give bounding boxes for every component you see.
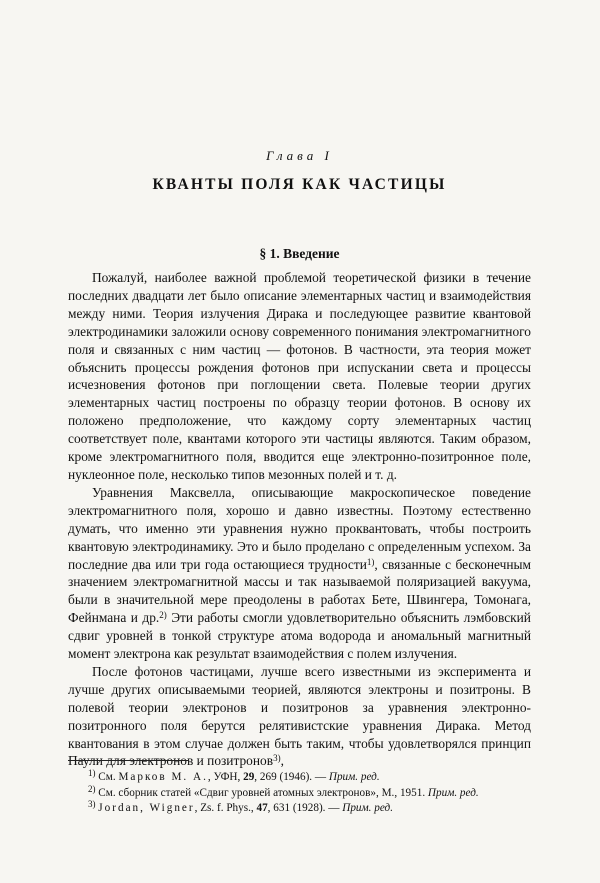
section-title: § 1. Введение: [259, 246, 340, 261]
footnote-divider: [68, 760, 188, 761]
footnote-ref-3[interactable]: 3): [273, 753, 281, 764]
body-text: [68, 269, 531, 770]
footnote-3: $^{3)}$ Jordan, Wigner, Zs. f. Phys., 47, 631 (1928). — Прим. ред.: [88, 799, 393, 815]
footnote-1: $^{1)}$ См. Марков М. А., УФН, 29, 269 (1946). — Прим. ред.: [88, 768, 380, 783]
footnote-2: $^{2)}$ См. сборник статей «Сдвиг уровней атомных электронов», М., 1951. Прим. ред.: [88, 783, 479, 799]
paragraph-2: Уравнения Максвелла, описывающие макроскопическое поведение электромагнитного поля, хорошо и давно известны. Поэтому естественно думать, что именно эти уравнения нужно проквантовать, чтобы построить квантовую электродинамику. Это и было проделано с определенным успехом. За последние два или три года остающиеся трудности$^{1)}$, связанные с бесконечным значением электромагнитной массы и так называемой поляризацией вакуума, были в значительной мере преодолены в работах Бете, Швингера, Томонага, Фейнмана и др.$^{2)}$ Эти работы смогли удовлетворительно объяснить лэмбовский сдвиг уровней в тонкой структуре атома водорода и аномальный магнитный момент электрона как результат взаимодействия с полем излучения.: [68, 484, 531, 662]
footnote-ref-2[interactable]: 2): [159, 610, 167, 621]
chapter-title: КВАНТЫ ПОЛЯ КАК ЧАСТИЦЫ: [152, 176, 447, 193]
paragraph-1: Пожалуй, наиболее важной проблемой теоретической физики в течение последних двадцати лет было описание элементарных частиц и взаимодействия между ними. Теория излучения Дирака и последующее развитие квантовой электродинамики заложили основу современного понимания электромагнитного поля и связанных с ним частиц — фотонов. В частности, эта теория может объяснить процессы рождения фотонов при испускании света и процессы исчезновения фотонов при поглощении света. Полевые теории других элементарных частиц построены по образцу теории фотонов. В основу их положено предположение, что каждому сорту элементарных частиц соответствует поле, квантами которого эти частицы являются. Таким образом, кроме электромагнитного поля, вводится еще электронно-позитронное поле, нуклеонное поле, несколько типов мезонных полей и т. д.: [68, 270, 531, 482]
paragraph-3: После фотонов частицами, лучше всего известными из эксперимента и лучше других описываемыми теорией, являются электроны и позитроны. В полевой теории электронов и позитронов за уравнения электронно-позитронного поля берутся релятивистские уравнения Дирака. Метод квантования в этом случае должен быть таким, чтобы удовлетворялся принцип Паули для электронов и позитронов$^{3)}$,: [68, 663, 531, 769]
footnotes: [68, 770, 531, 817]
footnote-ref-1[interactable]: 1): [366, 556, 375, 567]
chapter-label: Глава I: [266, 148, 333, 163]
